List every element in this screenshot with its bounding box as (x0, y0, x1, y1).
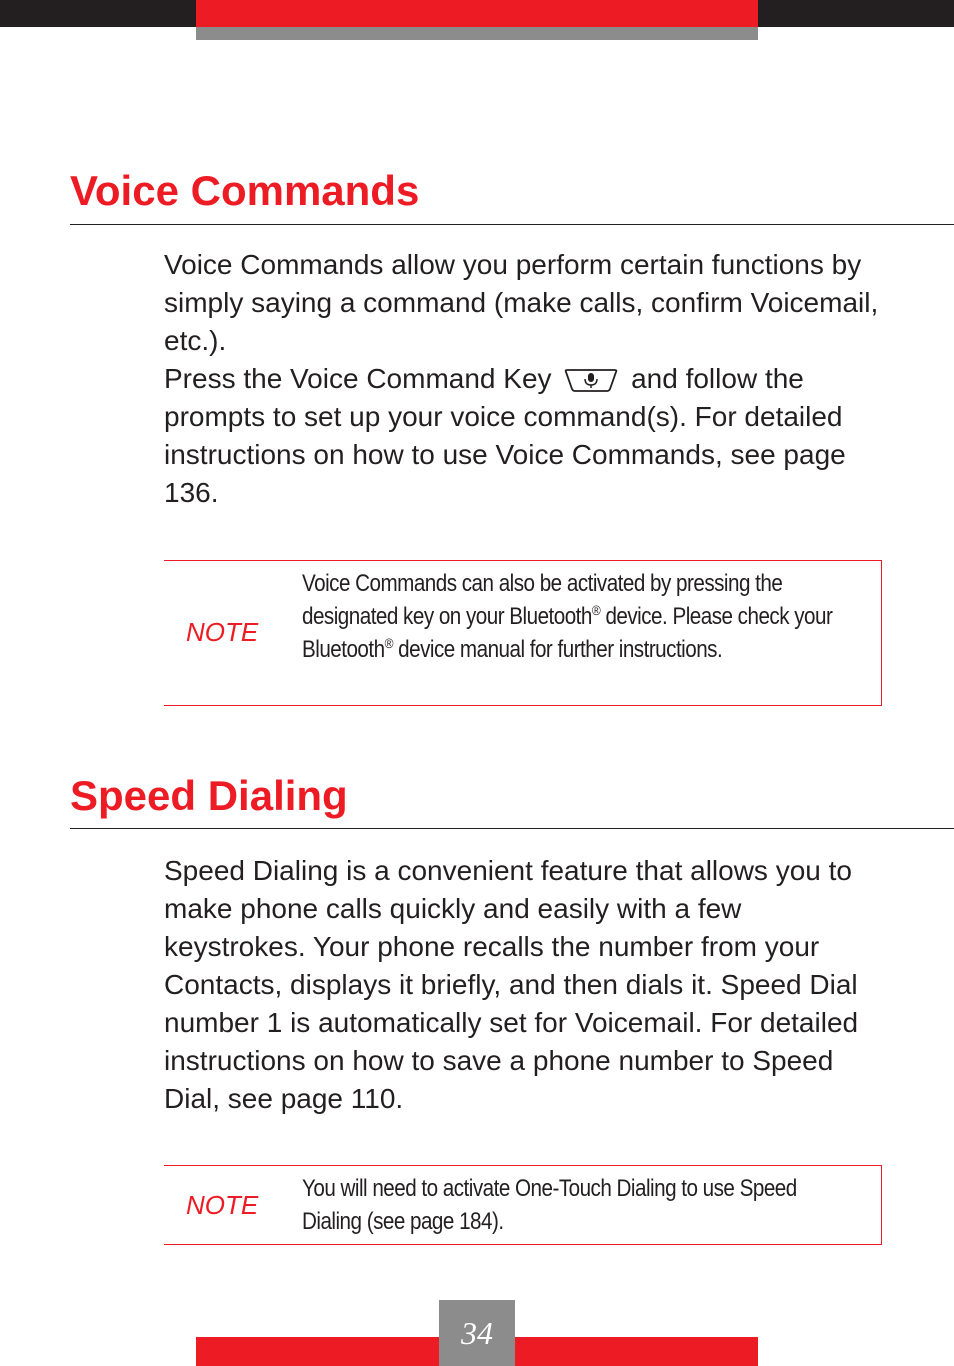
section-title-speed-dialing: Speed Dialing (70, 772, 348, 819)
microphone-key-icon (563, 365, 619, 390)
note-text: Voice Commands can also be activated by pressing the designated key on your Bluetooth® device. Please check your Bluetooth® device manual for further instructions. (302, 570, 833, 663)
voice-commands-instructions (164, 360, 884, 512)
speed-dialing-paragraph: Speed Dialing is a convenient feature that allows you to make phone calls quickly and easily with a few keystrokes. Your phone recalls the number from your Contacts, displays it briefly, and then dials it. Speed Dial number 1 is automatically set for Voicemail. For detailed instructions on how to save a phone number to Speed Dial, see page 110. (164, 855, 859, 1114)
page-number-tab (439, 1300, 515, 1366)
voice-commands-body (164, 246, 884, 512)
instructions-lead: Press the Voice Command Key (164, 363, 552, 394)
registered-mark: ® (591, 602, 601, 618)
page-number: 34 (461, 1314, 493, 1351)
note-box-voice-commands (164, 560, 882, 706)
speed-dialing-body (164, 852, 884, 1118)
note-text: You will need to activate One-Touch Dialing to use Speed Dialing (see page 184). (302, 1175, 797, 1235)
section-divider (70, 828, 954, 829)
section-divider (70, 224, 954, 225)
voice-commands-paragraph: Voice Commands allow you perform certain functions by simply saying a command (make calls, confirm Voicemail, etc.). (164, 249, 879, 356)
note-box-speed-dialing (164, 1165, 882, 1245)
note-label: NOTE (186, 1190, 259, 1220)
instructions-rest: and follow the prompts to set up your voice command(s). For detailed instructions on how to use Voice Commands, see page 136. (164, 363, 846, 508)
section-title-voice-commands: Voice Commands (70, 167, 420, 214)
registered-mark: ® (384, 635, 393, 651)
header-bar-red (196, 0, 758, 27)
note-label: NOTE (186, 617, 259, 647)
header-bar-gray (196, 27, 758, 40)
